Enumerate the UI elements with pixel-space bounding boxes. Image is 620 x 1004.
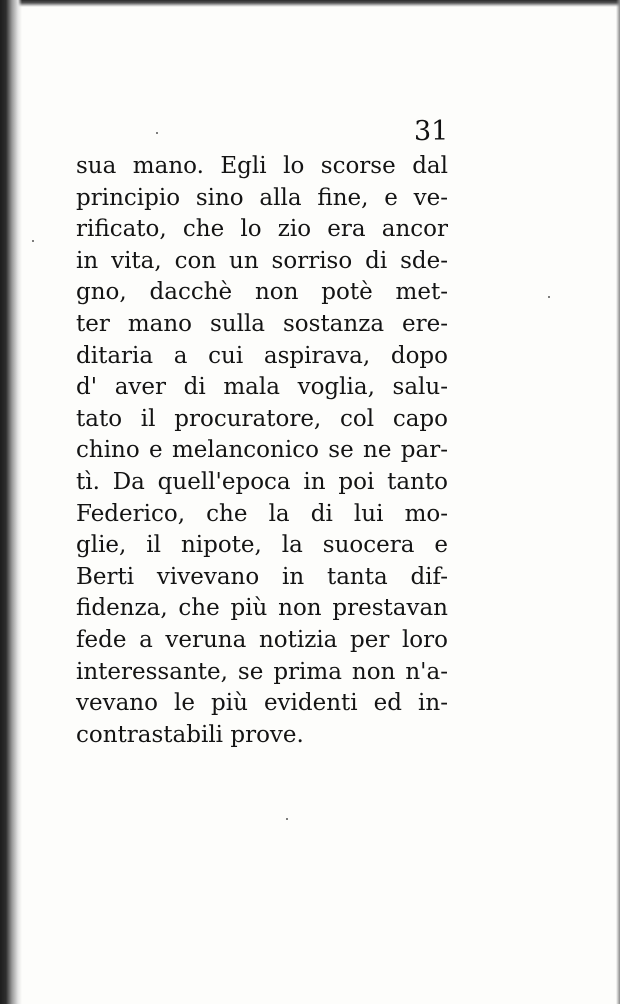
text-line: sua mano. Egli lo scorse dal (76, 153, 448, 179)
paper-speck (286, 818, 288, 820)
paper-speck (156, 132, 158, 134)
text-line: d' aver di mala voglia, salu- (76, 374, 448, 401)
text-line: rificato, che lo zio era ancor (76, 216, 448, 243)
page-right-edge (616, 0, 620, 1004)
text-line: fede a veruna notizia per loro (76, 626, 448, 653)
text-line: glie, il nipote, la suocera e (76, 532, 448, 559)
text-line: in vita, con un sorriso di sde- (76, 247, 448, 274)
text-line: vevano le più evidenti ed in- (76, 690, 448, 717)
text-line: Berti vivevano in tanta dif- (76, 563, 448, 590)
text-line: tato il procuratore, col capo (76, 405, 448, 432)
paper-speck (548, 296, 550, 298)
text-line: contrastabili prove. (76, 721, 304, 748)
page-top-edge (0, 0, 620, 7)
text-line: gno, dacchè non potè met- (76, 279, 448, 306)
body-paragraph (76, 151, 448, 751)
text-line: ter mano sulla sostanza ere- (76, 310, 448, 337)
binding-gutter (0, 0, 22, 1004)
text-line: Federico, che la di lui mo- (76, 500, 448, 527)
text-line: interessante, se prima non n'a- (76, 658, 448, 685)
text-line: chino e melanconico se ne par- (76, 437, 448, 464)
page-number: 31 (414, 116, 449, 147)
text-line: ditaria a cui aspirava, dopo (76, 342, 448, 369)
paper-speck (32, 240, 34, 242)
text-line: tì. Da quell'epoca in poi tanto (76, 468, 448, 495)
text-line: fidenza, che più non prestavan (76, 595, 448, 622)
text-line: principio sino alla fine, e ve- (76, 184, 448, 211)
